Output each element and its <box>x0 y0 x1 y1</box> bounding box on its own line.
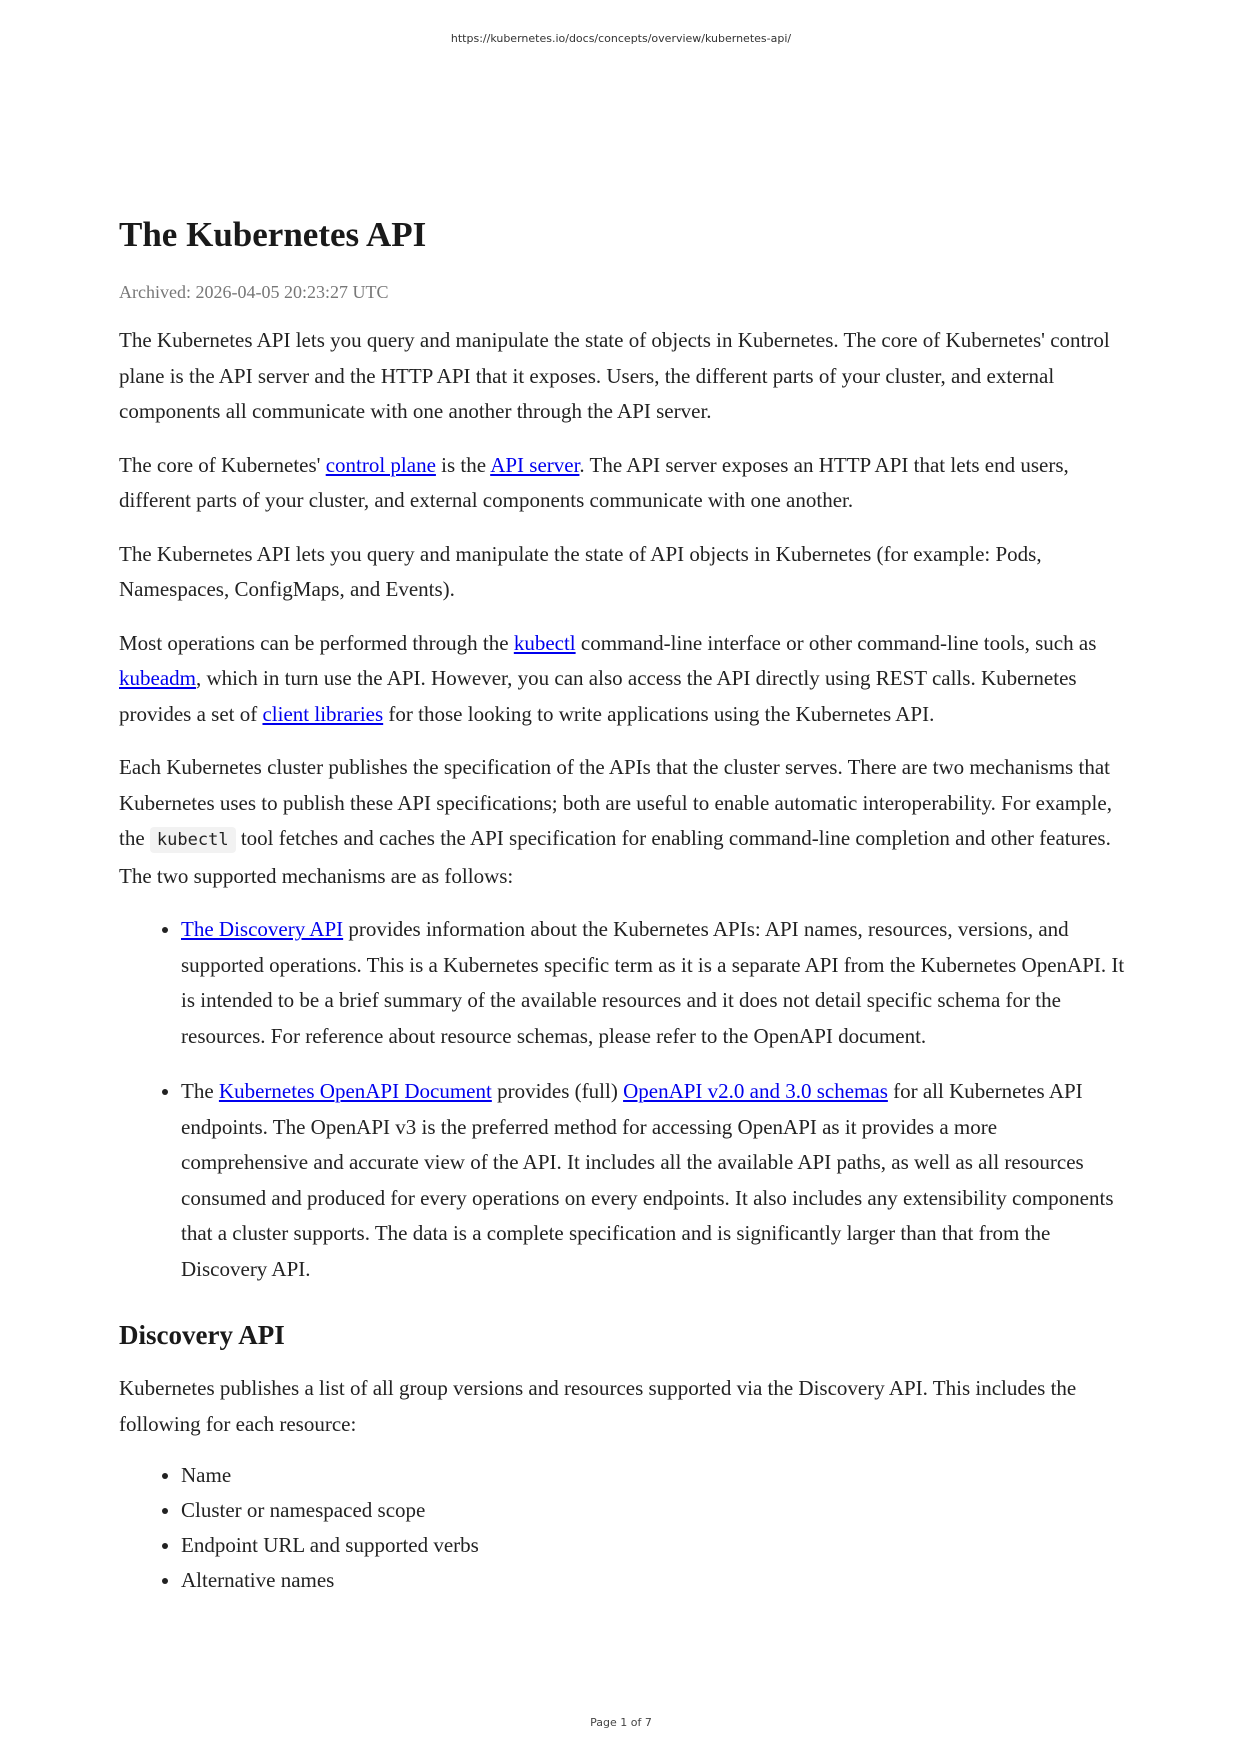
list-item: • Alternative names <box>181 1563 1129 1598</box>
text: Each Kubernetes cluster publishes the specification of the APIs that the cluster serves. There are two mechanisms that Kubernetes uses to publish these API specifications; both are useful to enable automatic interoperability. For example, the <box>119 755 1112 850</box>
client-libraries-link[interactable]: client libraries <box>262 701 384 726</box>
text: , which in turn use the API. However, you can also access the API directly using REST calls. Kubernetes provides a set of <box>119 666 1077 726</box>
resource-fields-list <box>119 1458 1129 1598</box>
text: for those looking to write applications using the Kubernetes API. <box>383 701 935 726</box>
archived-timestamp: Archived: 2026-04-05 20:23:27 UTC <box>119 282 389 302</box>
text: for all Kubernetes API endpoints. The OpenAPI v3 is the preferred method for accessing OpenAPI as it provides a more comprehensive and accurate view of the API. It includes all the available API paths, as well as all resources consumed and produced for every operations on every endpoints. It also includes any extensibility components that a cluster supports. The data is a complete specification and is significantly larger than that from the Discovery API. <box>181 1079 1114 1281</box>
discovery-api-link[interactable]: The Discovery API <box>181 917 344 941</box>
kubeadm-link[interactable]: kubeadm <box>119 666 196 690</box>
api-server-link[interactable]: API server <box>490 452 580 477</box>
discovery-intro-paragraph: Kubernetes publishes a list of all group versions and resources supported via the Discovery API. This includes the following for each resource: <box>119 1376 1077 1436</box>
operations-paragraph <box>119 626 1129 733</box>
mechanisms-list <box>119 912 1129 1287</box>
list-item: • Name <box>181 1458 1129 1493</box>
openapi-schemas-link[interactable]: OpenAPI v2.0 and 3.0 schemas <box>623 1079 888 1103</box>
text: provides (full) <box>491 1079 624 1103</box>
list-item-openapi <box>181 1074 1129 1287</box>
print-header-url: https://kubernetes.io/docs/concepts/overview/kubernetes-api/ <box>450 32 792 45</box>
kubectl-code: kubectl <box>150 827 236 853</box>
specification-paragraph <box>119 750 1129 894</box>
text: provides information about the Kubernetes APIs: API names, resources, versions, and supported operations. This is a Kubernetes specific term as it is a separate API from the Kubernetes OpenAPI. It is intended to be a brief summary of the available resources and it does not detail specific schema for the resources. For reference about resource schemas, please refer to the OpenAPI document. <box>181 917 1125 1048</box>
text: The core of Kubernetes' <box>119 452 326 477</box>
list-item: • Cluster or namespaced scope <box>181 1493 1129 1528</box>
list-item-discovery-api <box>181 912 1129 1054</box>
text: . The API server exposes an HTTP API that lets end users, different parts of your cluster, and external components communicate with one another. <box>119 452 1069 512</box>
page-title: The Kubernetes API <box>119 215 427 254</box>
text: is the <box>435 452 491 477</box>
text: Most operations can be performed through the <box>119 630 514 655</box>
kubectl-link[interactable]: kubectl <box>513 630 576 655</box>
api-objects-paragraph: The Kubernetes API lets you query and manipulate the state of API objects in Kubernetes (for example: Pods, Namespaces, ConfigMaps, and Events). <box>119 541 1042 601</box>
intro-paragraph: The Kubernetes API lets you query and manipulate the state of objects in Kubernetes. The core of Kubernetes' control plane is the API server and the HTTP API that it exposes. Users, the different parts of your cluster, and external components all communicate with one another through the API server. <box>119 328 1110 423</box>
discovery-api-heading: Discovery API <box>119 1320 285 1350</box>
text: command-line interface or other command-line tools, such as <box>575 630 1097 655</box>
text: tool fetches and caches the API specification for enabling command-line completion and other features. The two supported mechanisms are as follows: <box>119 826 1111 888</box>
page-number: Page 1 of 7 <box>590 1716 652 1729</box>
control-plane-paragraph <box>119 448 1129 519</box>
control-plane-link[interactable]: control plane <box>325 452 436 477</box>
openapi-document-link[interactable]: Kubernetes OpenAPI Document <box>218 1079 492 1103</box>
text: The <box>181 1079 219 1103</box>
article <box>119 213 1129 1598</box>
list-item: • Endpoint URL and supported verbs <box>181 1528 1129 1563</box>
